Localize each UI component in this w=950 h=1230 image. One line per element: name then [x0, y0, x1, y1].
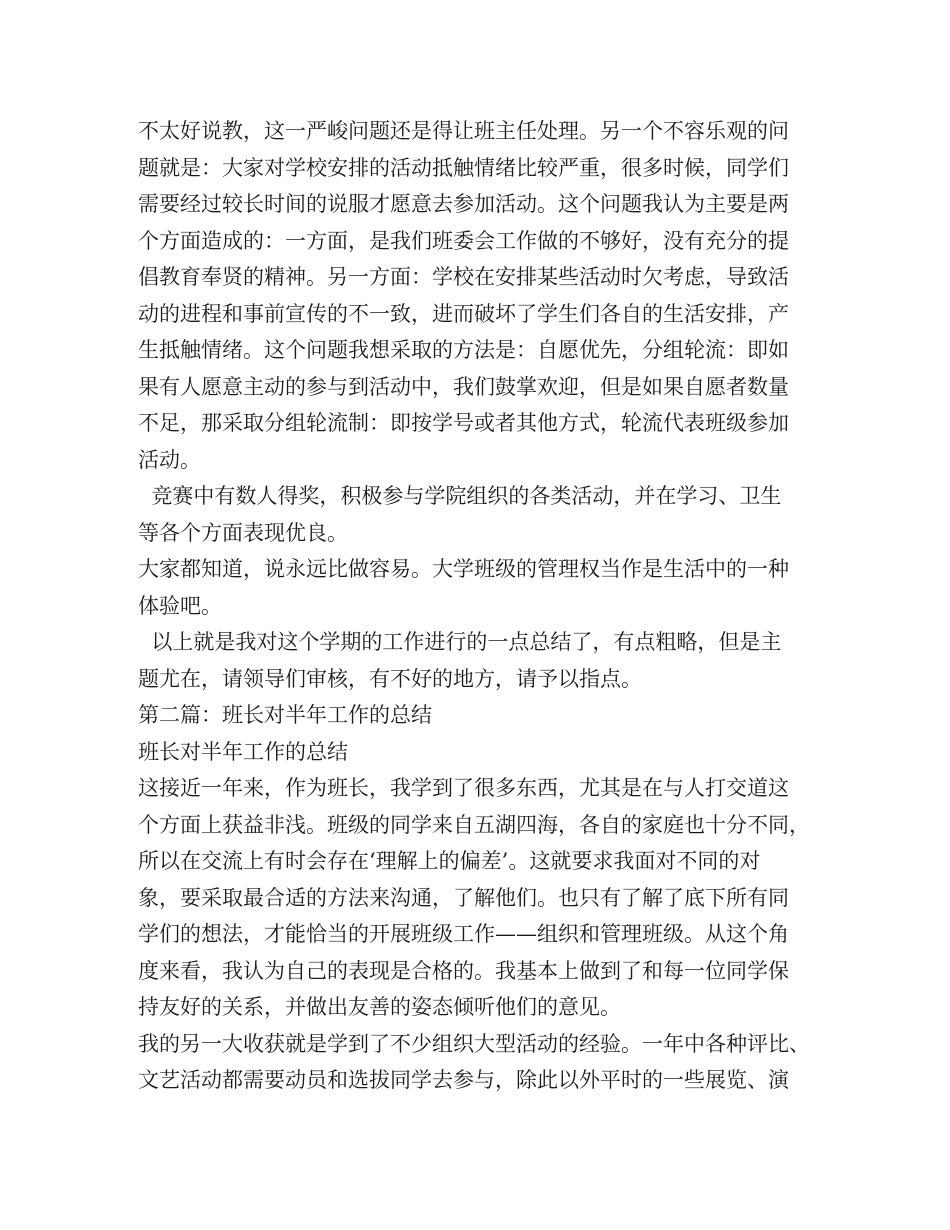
text-line: 倡教育奉贤的精神。另一方面：学校在安排某些活动时欠考虑，导致活: [138, 265, 789, 289]
text-line: 大家都知道，说永远比做容易。大学班级的管理权当作是生活中的一种: [138, 557, 789, 581]
text-line: 持友好的关系，并做出友善的姿态倾听他们的意见。: [138, 995, 621, 1019]
text-line: 这接近一年来，作为班长，我学到了很多东西，尤其是在与人打交道这: [138, 776, 789, 800]
text-line: 需要经过较长时间的说服才愿意去参加活动。这个问题我认为主要是两: [138, 192, 789, 216]
section-heading: 第二篇：班长对半年工作的总结: [138, 703, 432, 727]
text-line: 生抵触情绪。这个问题我想采取的方法是：自愿优先，分组轮流：即如: [138, 338, 789, 362]
text-line: 个方面造成的：一方面，是我们班委会工作做的不够好，没有充分的提: [138, 228, 789, 253]
text-line: 果有人愿意主动的参与到活动中，我们鼓掌欢迎，但是如果自愿者数量: [138, 374, 789, 399]
text-line: 象，要采取最合适的方法来沟通，了解他们。也只有了解了底下所有同: [138, 885, 789, 910]
text-line: 个方面上获益非浅。班级的同学来自五湖四海，各自的家庭也十分不同，: [138, 812, 810, 837]
text-line: 所以在交流上有时会存在‘理解上的偏差’。这就要求我面对不同的对: [138, 849, 761, 873]
text-line: 不足，那采取分组轮流制：即按学号或者其他方式，轮流代表班级参加: [138, 411, 789, 435]
text-line: 学们的想法，才能恰当的开展班级工作——组织和管理班级。从这个角: [138, 922, 789, 946]
text-line: 动的进程和事前宣传的不一致，进而破坏了学生们各自的生活安排，产: [138, 301, 789, 326]
text-line: 不太好说教，这一严峻问题还是得让班主任处理。另一个不容乐观的问: [138, 119, 789, 143]
text-line: 以上就是我对这个学期的工作进行的一点总结了，有点粗略，但是主: [138, 630, 782, 654]
text-line: 活动。: [138, 447, 201, 472]
text-line: 体验吧。: [138, 593, 222, 618]
article-title: 班长对半年工作的总结: [138, 739, 348, 764]
text-line: 文艺活动都需要动员和选拔同学去参与，除此以外平时的一些展览、演: [138, 1068, 789, 1092]
text-line: 题就是：大家对学校安排的活动抵触情绪比较严重，很多时候，同学们: [138, 155, 789, 180]
text-line: 等各个方面表现优良。: [138, 520, 348, 545]
text-line: 竞赛中有数人得奖，积极参与学院组织的各类活动，并在学习、卫生: [138, 484, 782, 508]
text-line: 度来看，我认为自己的表现是合格的。我基本上做到了和每一位同学保: [138, 958, 789, 983]
text-line: 题尤在，请领导们审核，有不好的地方，请予以指点。: [138, 666, 642, 691]
text-line: 我的另一大收获就是学到了不少组织大型活动的经验。一年中各种评比、: [138, 1031, 810, 1056]
document-body: [138, 113, 828, 1099]
